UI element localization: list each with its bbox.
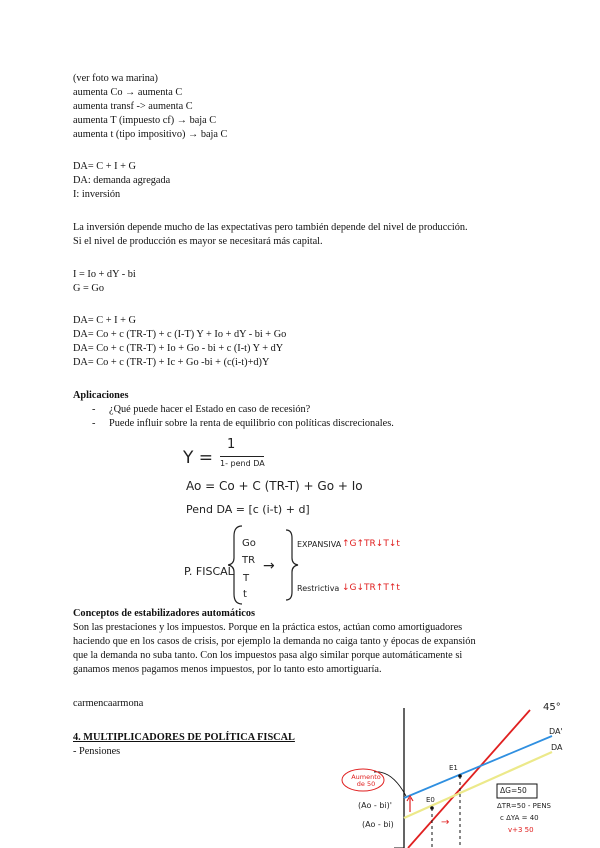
hand-var: Go [242, 538, 256, 549]
estabilizadores-line: Son las prestaciones y los impuestos. Porque en la práctica estos, actúan como amortiguadores [73, 622, 463, 633]
hand-expansiva: EXPANSIVA [297, 540, 342, 549]
label-ao-bi-prime: (Ao - bi)' [358, 801, 392, 810]
hand-pfiscal: P. FISCAL [184, 565, 234, 578]
hand-y-numerator: 1 [227, 437, 236, 452]
da-equation-line: DA= Co + c (TR-T) + Ic + Go -bi + (c(i-t)+d)Y [73, 357, 270, 368]
hand-restrictiva: Restrictiva [297, 584, 340, 593]
inversion-line: La inversión depende mucho de las expectativas pero también depende del nivel de producción. [73, 222, 468, 233]
point-e1 [458, 774, 462, 778]
hand-var: TR [242, 555, 256, 566]
hand-restrictiva-signs: ↓G↓TR↑T↑t [342, 583, 400, 593]
da-line: DA= C + I + G [73, 161, 136, 172]
note-line: aumenta transf -> aumenta C [73, 101, 193, 112]
inversion-line: Si el nivel de producción es mayor se necesitará más capital. [73, 236, 323, 247]
aplicaciones-heading: Aplicaciones [73, 390, 129, 401]
hand-arrow: → [263, 558, 275, 574]
label-c-delta-ya: c ΔYA = 40 [500, 814, 539, 822]
note-line: aumenta t (tipo impositivo) → baja C [73, 129, 228, 140]
label-delta-g: ΔG=50 [500, 786, 527, 795]
label-e1: E1 [449, 764, 458, 772]
label-da: DA [551, 743, 563, 752]
label-aumento: Aumento de 50 [351, 773, 381, 788]
bullet-text: Puede influir sobre la renta de equilibrio con políticas discrecionales. [109, 418, 394, 429]
hand-expansiva-signs: ↑G↑TR↓T↓t [342, 539, 400, 549]
section-title: 4. MULTIPLICADORES DE POLÍTICA FISCAL [73, 732, 295, 743]
hand-y-eq: Y = [183, 448, 214, 468]
bullet-marker: - [92, 404, 96, 415]
label-45: 45° [543, 702, 561, 713]
estabilizadores-line: haciendo que en los casos de crisis, por ejemplo la demanda no caiga tanto y épocas de expansión [73, 636, 476, 647]
label-e0: E0 [426, 796, 435, 804]
da-equation-line: DA= Co + c (TR-T) + Io + Go - bi + c (I-t) Y + dY [73, 343, 284, 354]
label-da-prime: DA' [549, 727, 563, 736]
label-arrow: → [441, 817, 450, 828]
estabilizadores-heading: Conceptos de estabilizadores automáticos [73, 608, 255, 619]
da-line: I: inversión [73, 189, 121, 200]
note-line: aumenta T (impuesto cf) → baja C [73, 115, 217, 126]
label-v3: v+3 50 [508, 826, 534, 834]
da-equation-line: DA= C + I + G [73, 315, 136, 326]
hand-var: t [243, 589, 247, 600]
estabilizadores-line: ganamos menos pagamos menos impuestos, por lo tanto esto amortiguaría. [73, 664, 382, 675]
label-delta-tr: ΔTR=50 - PENS [497, 802, 552, 810]
hand-y-denominator: 1- pend DA [220, 459, 265, 468]
section-subtitle: - Pensiones [73, 746, 121, 757]
hand-ao-eq: Ao = Co + C (TR-T) + Go + Io [186, 479, 363, 493]
da-equation-line: DA= Co + c (TR-T) + c (I-T) Y + Io + dY - bi + Go [73, 329, 287, 340]
estabilizadores-line: que la demanda no suba tanto. Con los impuestos pasa algo similar porque automáticamente si [73, 650, 463, 661]
note-line: aumenta Co → aumenta C [73, 87, 183, 98]
label-ao-bi: (Ao - bi) [362, 820, 394, 829]
bullet-text: ¿Qué puede hacer el Estado en caso de recesión? [109, 404, 311, 415]
point-e0 [430, 806, 434, 810]
bullet-marker: - [92, 418, 96, 429]
equation-line: I = Io + dY - bi [73, 269, 136, 280]
hand-pend-eq: Pend DA = [c (i-t) + d] [186, 503, 310, 516]
note-line: (ver foto wa marina) [73, 73, 158, 84]
da-line: DA: demanda agregada [73, 175, 171, 186]
fraction-bar [220, 456, 264, 457]
hand-var: T [243, 573, 250, 584]
line-da-prime [404, 736, 552, 798]
author-watermark: carmencaarmona [73, 698, 144, 709]
equation-line: G = Go [73, 283, 104, 294]
